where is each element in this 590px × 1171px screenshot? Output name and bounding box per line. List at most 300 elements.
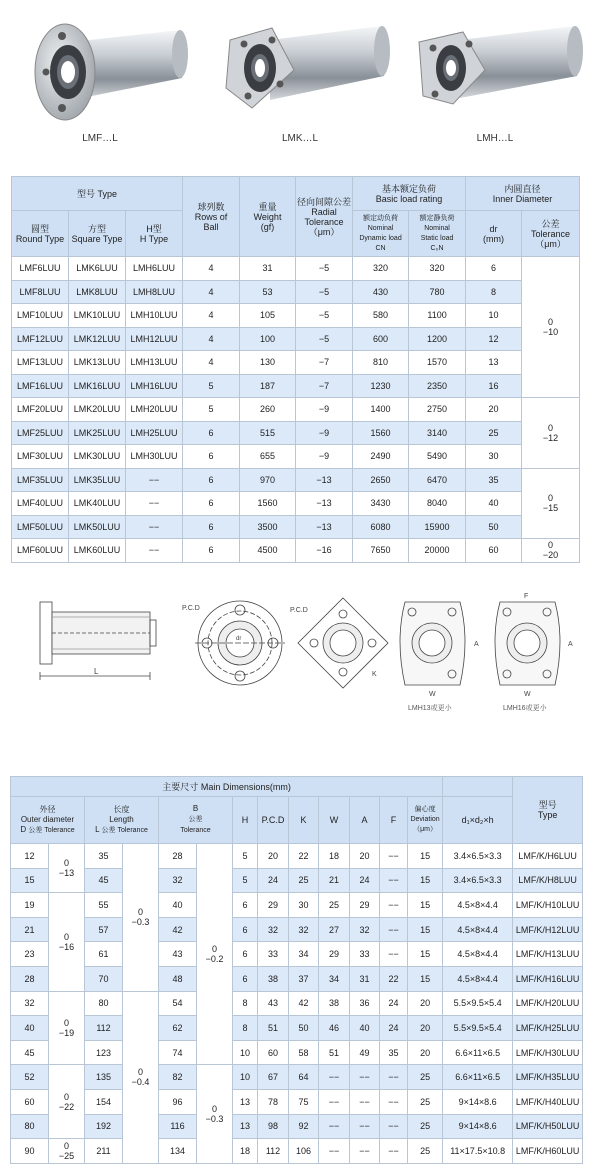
table-cell: LMK60LUU	[69, 539, 126, 563]
table-cell: 42	[159, 917, 197, 942]
table-cell: 18	[233, 1139, 258, 1164]
product-lmh	[405, 0, 585, 150]
table-cell: 33	[350, 942, 380, 967]
lmh-caption: LMH…L	[476, 133, 514, 144]
table-cell: 9×14×8.6	[443, 1114, 513, 1139]
table-cell: 40	[466, 492, 522, 516]
table-cell: 10	[466, 304, 522, 328]
table-cell: LMH6LUU	[126, 257, 183, 281]
b-tolerance-cell	[197, 844, 233, 1065]
table-row	[12, 492, 580, 516]
table-cell: 1560	[353, 421, 409, 445]
table-row	[12, 421, 580, 445]
table-cell: 74	[159, 1040, 197, 1065]
tolerance-upper: 0	[548, 422, 554, 433]
table-cell: −13	[296, 492, 353, 516]
table-cell: 15	[408, 942, 443, 967]
table-cell: 20	[408, 1016, 443, 1041]
od-tolerance-cell	[49, 1139, 85, 1164]
tolerance-lower: −10	[542, 327, 559, 337]
table-cell: −−	[380, 917, 408, 942]
table-cell: −−	[350, 1114, 380, 1139]
table-cell: 3.4×6.5×3.3	[443, 868, 513, 893]
table-cell: 15	[408, 893, 443, 918]
table-cell: 100	[240, 327, 296, 351]
table-cell: 20	[258, 844, 289, 869]
table-cell: 36	[350, 991, 380, 1016]
table-cell: 50	[289, 1016, 319, 1041]
w-header: W	[319, 797, 350, 844]
table-row	[11, 1089, 583, 1114]
table-cell: 45	[11, 1040, 49, 1065]
load-rating-header: 基本额定负荷 Basic load rating	[353, 177, 466, 211]
length-tolerance-cell	[123, 844, 159, 992]
table-cell: 35	[85, 844, 123, 869]
tolerance-lower: −15	[542, 503, 559, 514]
b-header: B 公差 Tolerance	[159, 797, 233, 844]
table-cell: 1560	[240, 492, 296, 516]
table-cell: −−	[319, 1114, 350, 1139]
table-cell: 31	[350, 966, 380, 991]
table-cell: LMF25LUU	[12, 421, 69, 445]
table-cell: −7	[296, 374, 353, 398]
table-cell: 25	[289, 868, 319, 893]
tolerance-upper: 0	[211, 944, 217, 955]
table-cell: −13	[296, 515, 353, 539]
table-cell: 12	[466, 327, 522, 351]
type-header: 型号 Type	[513, 777, 583, 844]
table-row	[12, 304, 580, 328]
table-cell: 13	[233, 1089, 258, 1114]
table-cell: 32	[289, 917, 319, 942]
tolerance-cell	[522, 539, 580, 563]
tolerance-lower: −12	[542, 432, 559, 443]
table-cell: 78	[258, 1089, 289, 1114]
table-cell: 1230	[353, 374, 409, 398]
tolerance-cell	[522, 257, 580, 398]
table-cell: −−	[380, 868, 408, 893]
table-cell: 1570	[409, 351, 466, 375]
table-cell: 7650	[353, 539, 409, 563]
weight-header: 重量 Weight (gf)	[240, 177, 296, 257]
table-cell: LMF/K/H10LUU	[513, 893, 583, 918]
table-cell: 27	[319, 917, 350, 942]
table-cell: 116	[159, 1114, 197, 1139]
deviation-header: 偏心度 Deviation （μm）	[408, 797, 443, 844]
table-cell: −13	[296, 468, 353, 492]
table-cell: 4.5×8×4.4	[443, 893, 513, 918]
table-cell: 55	[85, 893, 123, 918]
table-cell: 6	[233, 942, 258, 967]
table-cell: 18	[319, 844, 350, 869]
table-cell: 134	[159, 1139, 197, 1164]
tolerance-lower: −0.3	[131, 917, 150, 928]
table-cell: 16	[466, 374, 522, 398]
table-cell: 11×17.5×10.8	[443, 1139, 513, 1164]
table-cell: 12	[11, 844, 49, 869]
table-cell: 320	[409, 257, 466, 281]
tolerance-upper: 0	[63, 1091, 69, 1102]
table-cell: 655	[240, 445, 296, 469]
f-header: F	[380, 797, 408, 844]
table-cell: 154	[85, 1089, 123, 1114]
table-cell: 580	[353, 304, 409, 328]
table-cell: 6470	[409, 468, 466, 492]
table-cell: 5.5×9.5×5.4	[443, 1016, 513, 1041]
table-cell: −−	[126, 492, 183, 516]
table-cell: 50	[466, 515, 522, 539]
table-cell: 6	[233, 917, 258, 942]
table-cell: LMF40LUU	[12, 492, 69, 516]
table-cell: −−	[380, 844, 408, 869]
table-cell: 46	[319, 1016, 350, 1041]
table-row	[12, 539, 580, 563]
table-cell: LMF50LUU	[12, 515, 69, 539]
table-cell: −−	[350, 1089, 380, 1114]
table-cell: 53	[240, 280, 296, 304]
table-cell: LMF/K/H6LUU	[513, 844, 583, 869]
table-cell: 780	[409, 280, 466, 304]
table-cell: −−	[380, 942, 408, 967]
table-cell: −−	[126, 468, 183, 492]
table-cell: 6	[183, 492, 240, 516]
table-cell: 29	[258, 893, 289, 918]
table-cell: 22	[380, 966, 408, 991]
table-cell: 106	[289, 1139, 319, 1164]
table-cell: 22	[289, 844, 319, 869]
table-cell: 112	[258, 1139, 289, 1164]
table-cell: 15	[11, 868, 49, 893]
od-tolerance-cell	[49, 844, 85, 893]
table-cell: 32	[350, 917, 380, 942]
main-dimensions-table	[10, 776, 583, 1164]
table-cell: −9	[296, 421, 353, 445]
table-cell: 54	[159, 991, 197, 1016]
a-header: A	[350, 797, 380, 844]
table-cell: 30	[289, 893, 319, 918]
table-cell: 21	[319, 868, 350, 893]
table-cell: LMF/K/H8LUU	[513, 868, 583, 893]
table-cell: LMF/K/H60LUU	[513, 1139, 583, 1164]
table-cell: LMK20LUU	[69, 398, 126, 422]
table-cell: 20	[466, 398, 522, 422]
table-cell: 34	[319, 966, 350, 991]
table-cell: 211	[85, 1139, 123, 1164]
table-cell: LMF/K/H13LUU	[513, 942, 583, 967]
table-cell: −−	[350, 1065, 380, 1090]
tolerance-upper: 0	[63, 1140, 69, 1151]
table-cell: 42	[289, 991, 319, 1016]
tolerance-lower: −22	[58, 1101, 75, 1112]
table-cell: LMK10LUU	[69, 304, 126, 328]
table-cell: LMF35LUU	[12, 468, 69, 492]
table-cell: 28	[11, 966, 49, 991]
table-cell: LMF/K/H25LUU	[513, 1016, 583, 1041]
table-cell: 15	[408, 917, 443, 942]
table-row	[12, 515, 580, 539]
table-cell: 40	[159, 893, 197, 918]
table-row	[11, 1065, 583, 1090]
round-type-header: 圆型 Round Type	[12, 211, 69, 257]
table-cell: LMF/K/H16LUU	[513, 966, 583, 991]
table-cell: 2350	[409, 374, 466, 398]
table-cell: 8040	[409, 492, 466, 516]
table-cell: 10	[233, 1065, 258, 1090]
table-cell: 23	[11, 942, 49, 967]
table-row	[12, 468, 580, 492]
table-cell: LMK6LUU	[69, 257, 126, 281]
table-cell: 4.5×8×4.4	[443, 942, 513, 967]
table-cell: 1200	[409, 327, 466, 351]
table-cell: 810	[353, 351, 409, 375]
table-cell: LMF/K/H35LUU	[513, 1065, 583, 1090]
table-cell: 105	[240, 304, 296, 328]
table-cell: 67	[258, 1065, 289, 1090]
b-tolerance-cell	[197, 1065, 233, 1163]
table-cell: 8	[233, 991, 258, 1016]
table-cell: 61	[85, 942, 123, 967]
table-cell: 80	[85, 991, 123, 1016]
table-cell: 4500	[240, 539, 296, 563]
type-spec-table	[11, 176, 580, 563]
table-cell: −−	[319, 1139, 350, 1164]
table-cell: 45	[85, 868, 123, 893]
table-cell: 25	[319, 893, 350, 918]
table-cell: −9	[296, 445, 353, 469]
table-cell: 4	[183, 327, 240, 351]
table-cell: 32	[159, 868, 197, 893]
tolerance-lower: −0.2	[205, 954, 224, 965]
table-cell: 90	[11, 1139, 49, 1164]
lmk-bearing-image	[210, 0, 390, 130]
k-label: K	[372, 671, 377, 678]
table-cell: 4.5×8×4.4	[443, 917, 513, 942]
tolerance-upper: 0	[548, 493, 554, 504]
table-cell: 20000	[409, 539, 466, 563]
h-type-header: H型 H Type	[126, 211, 183, 257]
tolerance-upper: 0	[63, 1017, 69, 1028]
table-cell: 112	[85, 1016, 123, 1041]
table-cell: 320	[353, 257, 409, 281]
label-l: L	[94, 667, 99, 676]
table-cell: 20	[408, 991, 443, 1016]
tolerance-cell	[522, 468, 580, 539]
table-cell: LMF16LUU	[12, 374, 69, 398]
radial-tolerance-header: 径向间隙公差 Radial Tolerance （μm）	[296, 177, 353, 257]
table-cell: 15	[408, 844, 443, 869]
table-cell: LMH10LUU	[126, 304, 183, 328]
table-cell: 52	[11, 1065, 49, 1090]
table-cell: LMF10LUU	[12, 304, 69, 328]
table-row	[12, 257, 580, 281]
table-cell: 6.6×11×6.5	[443, 1065, 513, 1090]
table-cell: LMF8LUU	[12, 280, 69, 304]
w-label-lmh13: W	[429, 691, 436, 698]
k-header: K	[289, 797, 319, 844]
table-cell: 6	[466, 257, 522, 281]
table-row	[12, 374, 580, 398]
table-cell: 19	[11, 893, 49, 918]
table-cell: −5	[296, 304, 353, 328]
table-cell: 192	[85, 1114, 123, 1139]
table-row	[11, 1040, 583, 1065]
pcd-label-round: P.C.D	[182, 605, 200, 612]
h-header: H	[233, 797, 258, 844]
rows-of-ball-header: 球列数 Rows of Ball	[183, 177, 240, 257]
dr-label-round: dr	[236, 636, 242, 642]
table-row	[12, 398, 580, 422]
tolerance-lower: −20	[542, 550, 559, 561]
main-dimensions-header: 主要尺寸 Main Dimensions(mm)	[11, 777, 443, 797]
d1-header: d₁×d₂×h	[443, 797, 513, 844]
table-cell: 80	[11, 1114, 49, 1139]
table-cell: 33	[258, 942, 289, 967]
table-cell: LMH12LUU	[126, 327, 183, 351]
table-cell: LMF/K/H30LUU	[513, 1040, 583, 1065]
dynamic-load-header: 额定动负荷 Nominal Dynamic load CN	[353, 211, 409, 257]
table-cell: 24	[380, 1016, 408, 1041]
table-cell: 15	[408, 966, 443, 991]
table-cell: 6.6×11×6.5	[443, 1040, 513, 1065]
table-cell: −5	[296, 327, 353, 351]
table-cell: 15	[408, 868, 443, 893]
table-cell: 3140	[409, 421, 466, 445]
table-cell: 51	[258, 1016, 289, 1041]
table-cell: 32	[11, 991, 49, 1016]
table-cell: −−	[319, 1089, 350, 1114]
table-cell: 5	[183, 398, 240, 422]
table-cell: 260	[240, 398, 296, 422]
table-cell: 57	[85, 917, 123, 942]
tolerance-upper: 0	[137, 907, 143, 918]
table-cell: 92	[289, 1114, 319, 1139]
product-lmk	[210, 0, 390, 150]
table-cell: 5	[233, 868, 258, 893]
table-row	[12, 280, 580, 304]
table-cell: 2750	[409, 398, 466, 422]
table-cell: 28	[159, 844, 197, 869]
table-cell: 10	[233, 1040, 258, 1065]
table-cell: −9	[296, 398, 353, 422]
tolerance-upper: 0	[548, 317, 554, 327]
table-cell: 970	[240, 468, 296, 492]
od-tolerance-cell	[49, 893, 85, 991]
a-label-lmh13: A	[474, 641, 479, 648]
table-cell: LMF12LUU	[12, 327, 69, 351]
table-cell: LMF13LUU	[12, 351, 69, 375]
tolerance-upper: 0	[211, 1104, 217, 1115]
table-cell: 130	[240, 351, 296, 375]
table-cell: 3500	[240, 515, 296, 539]
table-cell: 6	[183, 468, 240, 492]
outer-diameter-header: 外径 Outer diameter D 公差 Tolerance	[11, 797, 85, 844]
inner-diameter-header: 内圆直径 Inner Diameter	[466, 177, 580, 211]
lmf-caption: LMF…L	[82, 133, 118, 144]
table-row	[11, 844, 583, 869]
table-cell: 8	[466, 280, 522, 304]
tolerance-lower: −13	[58, 868, 75, 879]
table-cell: 64	[289, 1065, 319, 1090]
table-cell: −−	[380, 1139, 408, 1164]
table-cell: 6080	[353, 515, 409, 539]
table-cell: 98	[258, 1114, 289, 1139]
table-cell: −−	[126, 515, 183, 539]
table-row	[12, 327, 580, 351]
table-cell: 2490	[353, 445, 409, 469]
table-cell: LMH16LUU	[126, 374, 183, 398]
table-cell: −−	[350, 1139, 380, 1164]
table-cell: LMH8LUU	[126, 280, 183, 304]
table-row	[11, 942, 583, 967]
table-cell: 38	[258, 966, 289, 991]
table-cell: 6	[183, 445, 240, 469]
length-header: 长度 Length L 公差 Tolerance	[85, 797, 159, 844]
table-cell: 13	[233, 1114, 258, 1139]
lmh13-caption: LMH13或更小	[408, 705, 452, 712]
table-cell: 4	[183, 280, 240, 304]
table-cell: 123	[85, 1040, 123, 1065]
table-cell: 30	[466, 445, 522, 469]
table-cell: LMH20LUU	[126, 398, 183, 422]
table-cell: 34	[289, 942, 319, 967]
table-cell: 29	[350, 893, 380, 918]
table-cell: 15900	[409, 515, 466, 539]
table-cell: 82	[159, 1065, 197, 1090]
table-cell: 29	[319, 942, 350, 967]
table-cell: LMH30LUU	[126, 445, 183, 469]
table-cell: 24	[350, 868, 380, 893]
table-cell: LMK25LUU	[69, 421, 126, 445]
table-cell: 70	[85, 966, 123, 991]
table-cell: LMF60LUU	[12, 539, 69, 563]
table-cell: 40	[350, 1016, 380, 1041]
table-cell: LMF6LUU	[12, 257, 69, 281]
table-cell: 3430	[353, 492, 409, 516]
table-cell: 430	[353, 280, 409, 304]
pcd-header: P.C.D	[258, 797, 289, 844]
table-cell: 6	[183, 421, 240, 445]
dr-header: dr (mm)	[466, 211, 522, 257]
table-cell: LMK30LUU	[69, 445, 126, 469]
table-cell: 4	[183, 351, 240, 375]
table-cell: 20	[408, 1040, 443, 1065]
tolerance-upper: 0	[137, 1067, 143, 1078]
table-cell: 24	[380, 991, 408, 1016]
table-cell: 62	[159, 1016, 197, 1041]
table-cell: 20	[350, 844, 380, 869]
tolerance-lower: −25	[58, 1150, 75, 1161]
lmh16-drawing	[495, 602, 560, 685]
table-cell: 35	[466, 468, 522, 492]
length-tolerance-cell	[123, 991, 159, 1163]
table-cell: 32	[258, 917, 289, 942]
lmh-bearing-image	[405, 0, 585, 130]
tolerance-lower: −19	[58, 1027, 75, 1038]
table-row	[11, 966, 583, 991]
table-cell: LMK8LUU	[69, 280, 126, 304]
table-cell: 6	[233, 966, 258, 991]
tolerance-lower: −16	[58, 941, 75, 952]
table-cell: LMF/K/H12LUU	[513, 917, 583, 942]
table-cell: 37	[289, 966, 319, 991]
table-cell: −16	[296, 539, 353, 563]
table-cell: 24	[258, 868, 289, 893]
a-label-lmh16: A	[568, 641, 573, 648]
table-cell: LMF/K/H40LUU	[513, 1089, 583, 1114]
table-cell: −−	[380, 1114, 408, 1139]
table-cell: 5	[233, 844, 258, 869]
table-cell: LMK16LUU	[69, 374, 126, 398]
